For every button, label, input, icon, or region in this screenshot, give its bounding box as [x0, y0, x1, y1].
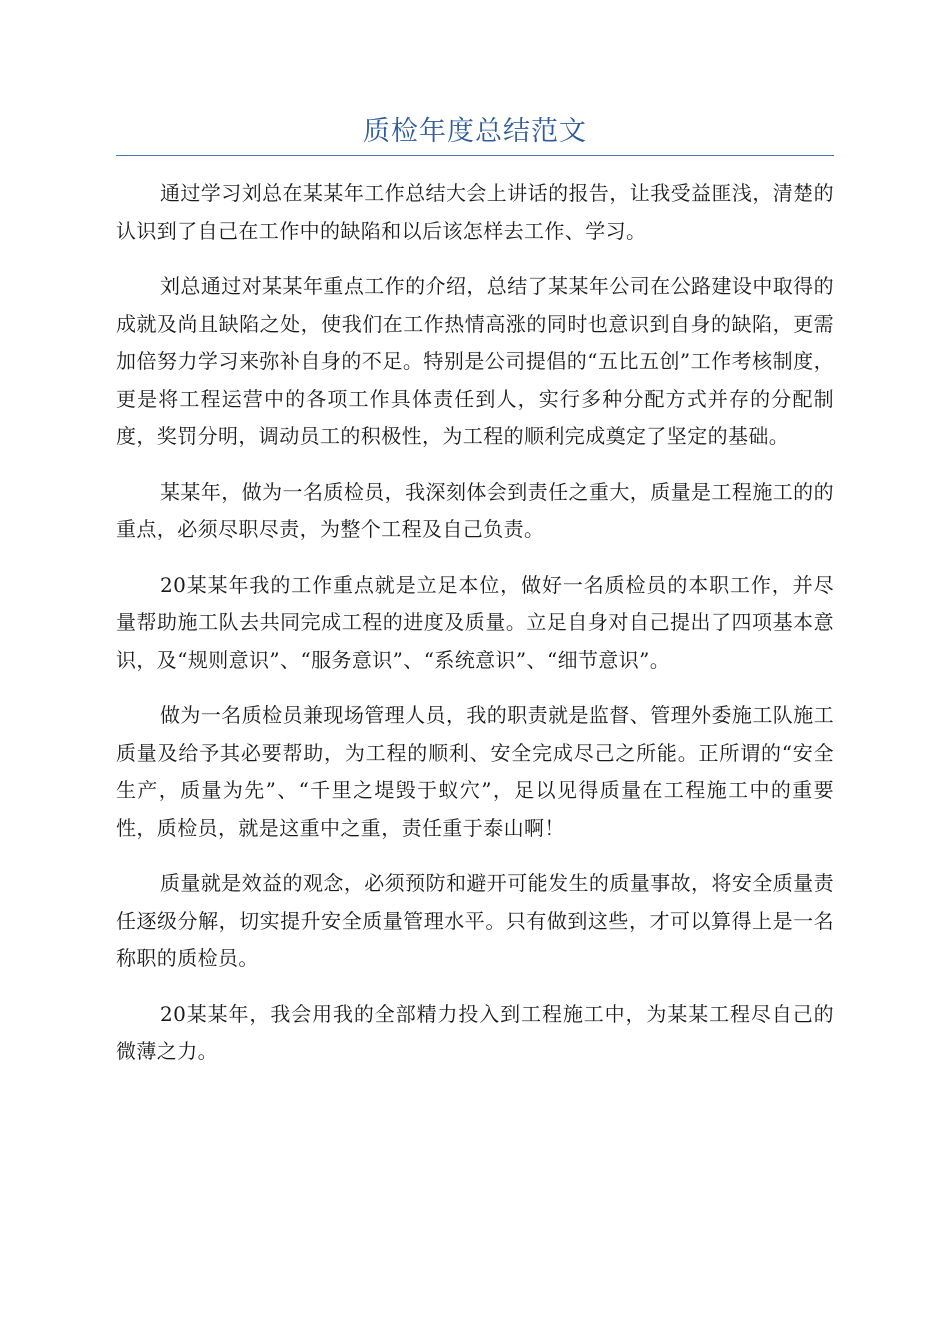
document-body	[116, 175, 834, 1089]
paragraph-3: 某某年，做为一名质检员，我深刻体会到责任之重大，质量是工程施工的的重点，必须尽职尽责，为整个工程及自己负责。	[116, 479, 834, 541]
paragraph-6: 质量就是效益的观念，必须预防和避开可能发生的质量事故，将安全质量责任逐级分解，切实提升安全质量管理水平。只有做到这些，才可以算得上是一名称职的质检员。	[116, 871, 834, 970]
paragraph-2: 刘总通过对某某年重点工作的介绍，总结了某某年公司在公路建设中取得的成就及尚且缺陷之处，使我们在工作热情高涨的同时也意识到自身的缺陷，更需加倍努力学习来弥补自身的不足。特别是公司提倡的“五比五创”工作考核制度，更是将工程运营中的各项工作具体责任到人，实行多种分配方式并存的分配制度，奖罚分明，调动员工的积极性，为工程的顺利完成奠定了坚定的基础。	[116, 274, 834, 448]
title-underline-divider	[116, 155, 834, 156]
paragraph-7: 20某某年，我会用我的全部精力投入到工程施工中，为某某工程尽自己的微薄之力。	[116, 1001, 834, 1063]
document-title: 质检年度总结范文	[363, 116, 587, 147]
paragraph-5: 做为一名质检员兼现场管理人员，我的职责就是监督、管理外委施工队施工质量及给予其必要帮助，为工程的顺利、安全完成尽己之所能。正所谓的“安全生产，质量为先”、“千里之堤毁于蚁穴”，足以见得质量在工程施工中的重要性，质检员，就是这重中之重，责任重于泰山啊！	[116, 703, 834, 840]
paragraph-1: 通过学习刘总在某某年工作总结大会上讲话的报告，让我受益匪浅，清楚的认识到了自己在工作中的缺陷和以后该怎样去工作、学习。	[116, 181, 834, 243]
paragraph-4: 20某某年我的工作重点就是立足本位，做好一名质检员的本职工作，并尽量帮助施工队去共同完成工程的进度及质量。立足自身对自己提出了四项基本意识，及“规则意识”、“服务意识”、“系统意识”、“细节意识”。	[116, 572, 834, 672]
